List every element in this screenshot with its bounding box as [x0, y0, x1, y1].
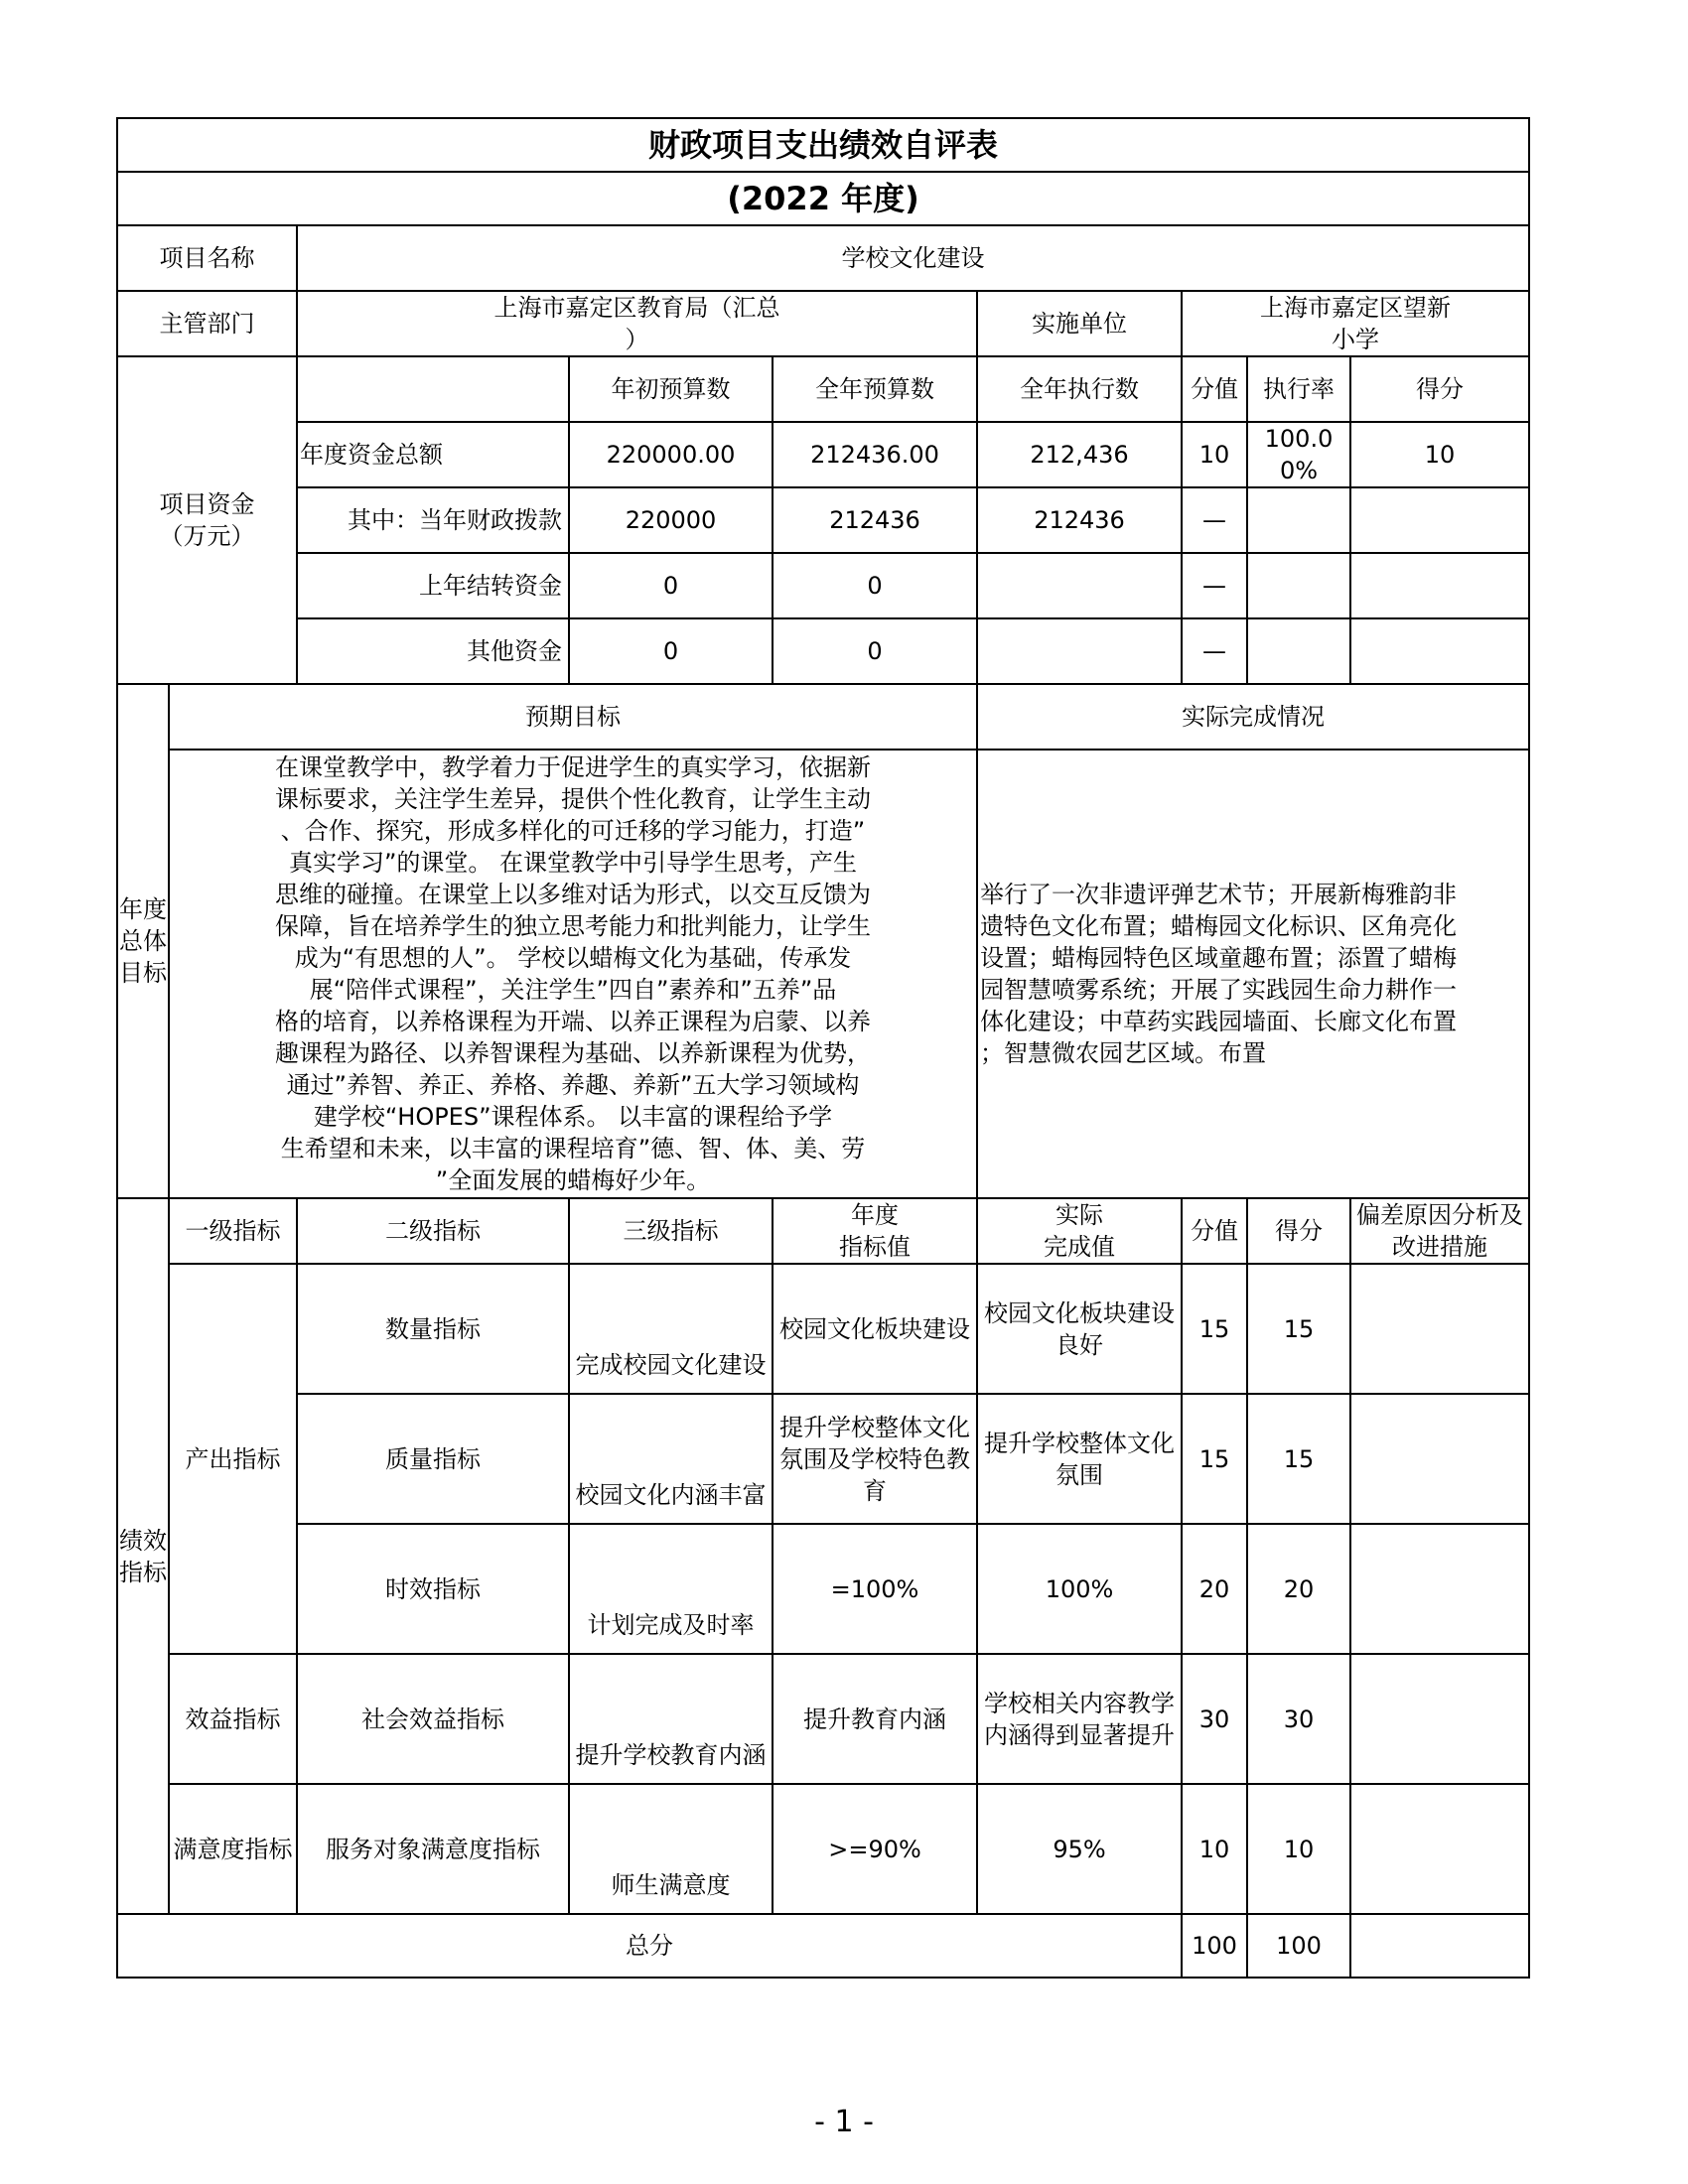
goals-side-label: 年度总体目标 [117, 684, 169, 1198]
perf-row-score-value: 15 [1182, 1394, 1247, 1524]
funds-row-rate [1247, 618, 1350, 684]
funds-row-annual: 0 [773, 553, 977, 618]
perf-header-target: 年度 指标值 [773, 1198, 977, 1264]
perf-row-actual: 学校相关内容教学内涵得到显著提升 [977, 1654, 1182, 1784]
funds-row-label: 其中：当年财政拨款 [297, 487, 569, 553]
perf-row-target: =100% [773, 1524, 977, 1654]
perf-header-level1: 一级指标 [169, 1198, 297, 1264]
total-deviation [1350, 1914, 1529, 1978]
perf-row-level2: 质量指标 [297, 1394, 569, 1524]
funds-row-initial: 0 [569, 553, 773, 618]
goals-actual-text: 举行了一次非遗评弹艺术节；开展新梅雅韵非 遗特色文化布置；蜡梅园文化标识、区角亮化 设置；蜡梅园特色区域童趣布置；添置了蜡梅 园智慧喷雾系统；开展了实践园生命力耕作一 体化建设；中草药实践园墙面、长廊文化布置 ；智慧微农园艺区域。布置 [977, 750, 1529, 1198]
perf-row-score: 10 [1247, 1784, 1350, 1914]
funds-row-score [1350, 487, 1529, 553]
funds-row-initial: 0 [569, 618, 773, 684]
perf-row-level2: 时效指标 [297, 1524, 569, 1654]
perf-row-level3: 计划完成及时率 [569, 1524, 773, 1654]
funds-row-rate [1247, 487, 1350, 553]
perf-row-score-value: 30 [1182, 1654, 1247, 1784]
perf-row-target: 校园文化板块建设 [773, 1264, 977, 1394]
funds-row-annual: 212436 [773, 487, 977, 553]
perf-header-actual: 实际 完成值 [977, 1198, 1182, 1264]
total-score-value: 100 [1182, 1914, 1247, 1978]
goals-actual-header: 实际完成情况 [977, 684, 1529, 750]
funds-header-rate: 执行率 [1247, 356, 1350, 422]
total-label: 总分 [117, 1914, 1182, 1978]
impl-label: 实施单位 [977, 291, 1182, 356]
funds-header-blank [297, 356, 569, 422]
funds-row-score-value: — [1182, 553, 1247, 618]
table-year: (2022 年度) [117, 172, 1529, 225]
perf-row-score-value: 15 [1182, 1264, 1247, 1394]
perf-row-target: 提升学校整体文化氛围及学校特色教育 [773, 1394, 977, 1524]
funds-row-executed: 212436 [977, 487, 1182, 553]
funds-row-initial: 220000 [569, 487, 773, 553]
perf-row-score-value: 20 [1182, 1524, 1247, 1654]
funds-row-initial: 220000.00 [569, 422, 773, 487]
perf-header-deviation: 偏差原因分析及 改进措施 [1350, 1198, 1529, 1264]
funds-row-label: 上年结转资金 [297, 553, 569, 618]
funds-row-annual: 212436.00 [773, 422, 977, 487]
funds-row-executed [977, 553, 1182, 618]
perf-header-level2: 二级指标 [297, 1198, 569, 1264]
impl-value: 上海市嘉定区望新 小学 [1182, 291, 1529, 356]
funds-row-label: 年度资金总额 [297, 422, 569, 487]
perf-row-level3: 师生满意度 [569, 1784, 773, 1914]
perf-row-score-value: 10 [1182, 1784, 1247, 1914]
funds-header-executed: 全年执行数 [977, 356, 1182, 422]
perf-row-deviation [1350, 1784, 1529, 1914]
perf-benefit-label: 效益指标 [169, 1654, 297, 1784]
funds-row-score-value: — [1182, 487, 1247, 553]
perf-row-target: >=90% [773, 1784, 977, 1914]
perf-row-score: 15 [1247, 1264, 1350, 1394]
perf-row-level3: 提升学校教育内涵 [569, 1654, 773, 1784]
perf-row-actual: 95% [977, 1784, 1182, 1914]
funds-header-initial: 年初预算数 [569, 356, 773, 422]
perf-header-score-value: 分值 [1182, 1198, 1247, 1264]
funds-row-annual: 0 [773, 618, 977, 684]
dept-label: 主管部门 [117, 291, 297, 356]
page-number: - 1 - [814, 2105, 874, 2139]
perf-output-label: 产出指标 [169, 1264, 297, 1654]
evaluation-table [116, 117, 1530, 1979]
perf-row-deviation [1350, 1654, 1529, 1784]
project-name-value: 学校文化建设 [297, 225, 1529, 291]
funds-header-annual: 全年预算数 [773, 356, 977, 422]
funds-row-score [1350, 618, 1529, 684]
perf-row-level3: 完成校园文化建设 [569, 1264, 773, 1394]
perf-row-level3: 校园文化内涵丰富 [569, 1394, 773, 1524]
perf-header-level3: 三级指标 [569, 1198, 773, 1264]
perf-row-score: 20 [1247, 1524, 1350, 1654]
funds-row-executed: 212,436 [977, 422, 1182, 487]
perf-side-label: 绩效指标 [117, 1198, 169, 1914]
dept-value: 上海市嘉定区教育局（汇总 ） [297, 291, 977, 356]
perf-row-deviation [1350, 1524, 1529, 1654]
perf-row-actual: 提升学校整体文化氛围 [977, 1394, 1182, 1524]
funds-header-score-value: 分值 [1182, 356, 1247, 422]
perf-satisfaction-label: 满意度指标 [169, 1784, 297, 1914]
funds-row-score [1350, 553, 1529, 618]
funds-label: 项目资金 （万元） [117, 356, 297, 684]
goals-expected-text: 在课堂教学中，教学着力于促进学生的真实学习，依据新 课标要求，关注学生差异，提供个性化教育，让学生主动 、合作、探究，形成多样化的可迁移的学习能力，打造” 真实学习”的课堂。 在课堂教学中引导学生思考，产生 思维的碰撞。在课堂上以多维对话为形式，以交互反馈为 保障，旨在培养学生的独立思考能力和批判能力，让学生 成为“有思想的人”。 学校以蜡梅文化为基础，传承发 展“陪伴式课程”，关注学生”四自”素养和”五养”品 格的培育，以养格课程为开端、以养正课程为启蒙、以养 趣课程为路径、以养智课程为基础、以养新课程为优势， 通过”养智、养正、养格、养趣、养新”五大学习领域构 建学校“HOPES”课程体系。 以丰富的课程给予学 生希望和未来，以丰富的课程培育”德、智、体、美、劳 ”全面发展的蜡梅好少年。 [169, 750, 977, 1198]
goals-expected-header: 预期目标 [169, 684, 977, 750]
funds-row-score-value: 10 [1182, 422, 1247, 487]
funds-header-score: 得分 [1350, 356, 1529, 422]
funds-row-label: 其他资金 [297, 618, 569, 684]
perf-row-deviation [1350, 1394, 1529, 1524]
table-title: 财政项目支出绩效自评表 [117, 118, 1529, 172]
total-score: 100 [1247, 1914, 1350, 1978]
funds-row-rate: 100.00% [1247, 422, 1350, 487]
perf-row-score: 30 [1247, 1654, 1350, 1784]
perf-header-score: 得分 [1247, 1198, 1350, 1264]
perf-row-actual: 100% [977, 1524, 1182, 1654]
perf-row-deviation [1350, 1264, 1529, 1394]
funds-row-executed [977, 618, 1182, 684]
funds-row-rate [1247, 553, 1350, 618]
perf-row-target: 提升教育内涵 [773, 1654, 977, 1784]
perf-row-level2: 社会效益指标 [297, 1654, 569, 1784]
perf-row-level2: 服务对象满意度指标 [297, 1784, 569, 1914]
perf-row-score: 15 [1247, 1394, 1350, 1524]
funds-row-score: 10 [1350, 422, 1529, 487]
funds-row-score-value: — [1182, 618, 1247, 684]
project-name-label: 项目名称 [117, 225, 297, 291]
perf-row-actual: 校园文化板块建设良好 [977, 1264, 1182, 1394]
perf-row-level2: 数量指标 [297, 1264, 569, 1394]
